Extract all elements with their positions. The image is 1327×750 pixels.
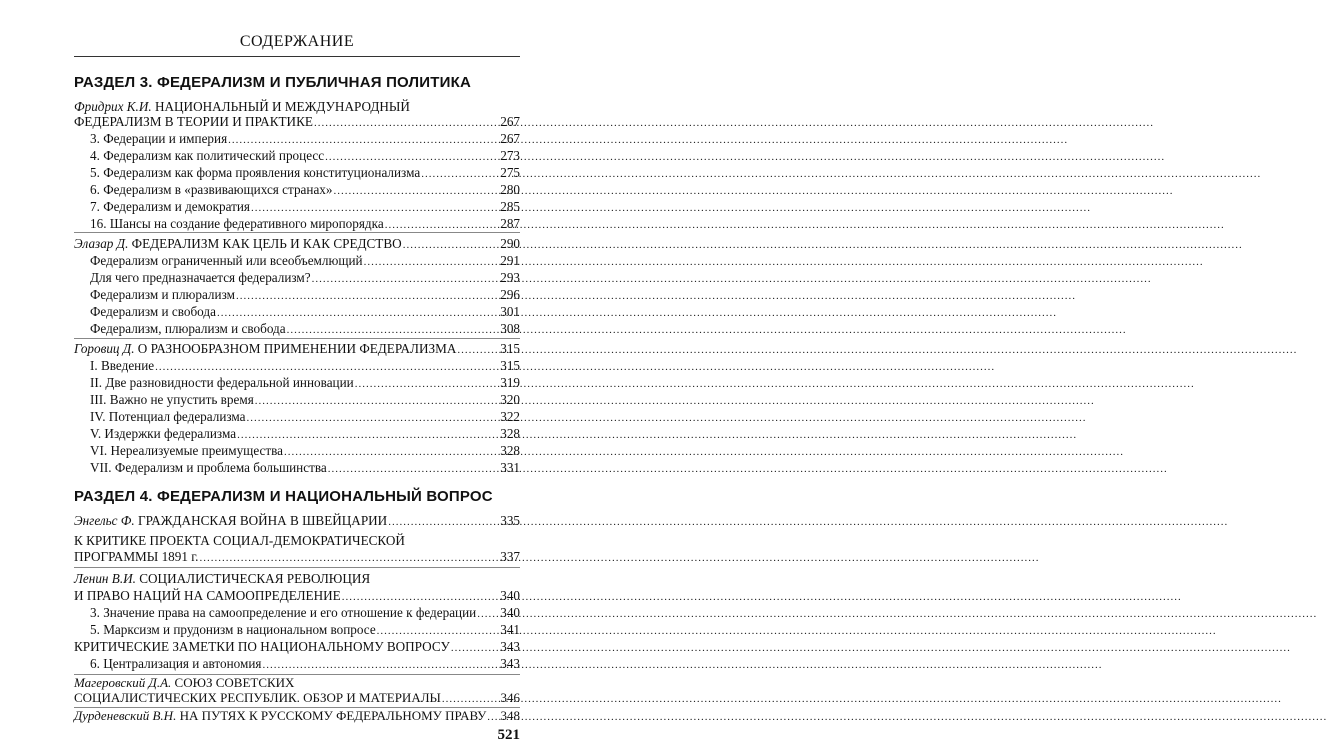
toc-item-label: III. Важно не упустить время [90, 392, 254, 407]
page-number: 296 [500, 287, 520, 302]
page-number: 343 [500, 656, 520, 671]
toc-item-label: I. Введение [90, 358, 155, 373]
toc-item-label: VII. Федерализм и проблема большинства [90, 460, 327, 475]
page-number: 328 [500, 426, 520, 441]
elazar-title: ФЕДЕРАЛИЗМ КАК ЦЕЛЬ И КАК СРЕДСТВО [131, 236, 402, 251]
leader-dots [262, 659, 499, 671]
section-4-title: РАЗДЕЛ 4. ФЕДЕРАЛИЗМ И НАЦИОНАЛЬНЫЙ ВОПРОС [74, 488, 493, 505]
toc-item[interactable] [74, 656, 520, 676]
friedrich-title-line1: НАЦИОНАЛЬНЫЙ И МЕЖДУНАРОДНЫЙ [154, 99, 410, 114]
leader-dots [403, 239, 500, 251]
page-number: 315 [500, 341, 520, 356]
entry-separator [74, 338, 520, 339]
running-head: СОДЕРЖАНИЕ [239, 33, 355, 50]
toc-item-label: Федерализм и плюрализм [90, 287, 235, 302]
page-number: 275 [500, 165, 520, 180]
leader-dots [199, 552, 499, 564]
leader-dots [457, 344, 499, 356]
friedrich-title-line2: ФЕДЕРАЛИЗМ В ТЕОРИИ И ПРАКТИКЕ [74, 114, 313, 129]
lenin-title-line2: И ПРАВО НАЦИЙ НА САМООПРЕДЕЛЕНИЕ [74, 588, 341, 603]
leader-dots [236, 290, 499, 302]
engels-author: Энгельс Ф. [74, 513, 135, 528]
page-number: 301 [500, 304, 520, 319]
leader-dots [377, 625, 500, 637]
leader-dots [421, 168, 499, 180]
page-number: 267 [500, 114, 520, 129]
page-number: 328 [500, 443, 520, 458]
page-number: 348 [500, 708, 520, 723]
toc-item-label: Федерализм ограниченный или всеобъемлющий [90, 253, 363, 268]
leader-dots [385, 219, 500, 231]
toc-item-label: 5. Марксизм и прудонизм в национальном вопросе [90, 622, 376, 637]
page-number: 285 [500, 199, 520, 214]
page-number: 280 [500, 182, 520, 197]
toc-item-label: 5. Федерализм как форма проявления конституционализма [90, 165, 421, 180]
leader-dots [284, 446, 499, 458]
leader-dots [328, 463, 499, 475]
page-number: 267 [500, 131, 520, 146]
toc-item-label: Федерализм, плюрализм и свобода [90, 321, 286, 336]
toc-item-label: 4. Федерализм как политический процесс [90, 148, 325, 163]
toc-item-label: 6. Федерализм в «развивающихся странах» [90, 182, 333, 197]
durdenevsky-author: Дурденевский В.Н. [74, 708, 177, 723]
toc-item-label: 3. Значение права на самоопределение и его отношение к федерации [90, 605, 477, 620]
leader-dots [442, 693, 500, 705]
page-number: 322 [500, 409, 520, 424]
page-number: 341 [500, 622, 520, 637]
page-number: 319 [500, 375, 520, 390]
lenin-title-line1: СОЦИАЛИСТИЧЕСКАЯ РЕВОЛЮЦИЯ [139, 571, 371, 586]
magerovsky-title-line1: СОЮЗ СОВЕТСКИХ [174, 675, 295, 690]
leader-dots [247, 412, 500, 424]
engels-entry[interactable] [74, 513, 520, 533]
durdenevsky-entry[interactable] [74, 708, 520, 724]
leader-dots [312, 273, 500, 285]
leader-dots [255, 395, 499, 407]
lenin-entry-line1[interactable] [74, 571, 370, 587]
leader-dots [237, 429, 499, 441]
page-number: 331 [500, 460, 520, 475]
toc-item[interactable] [74, 216, 520, 236]
toc-item-label: IV. Потенциал федерализма [90, 409, 246, 424]
section-3-title: РАЗДЕЛ 3. ФЕДЕРАЛИЗМ И ПУБЛИЧНАЯ ПОЛИТИКА [74, 74, 471, 91]
page-number: 273 [500, 148, 520, 163]
page-number: 293 [500, 270, 520, 285]
toc-item-label: Федерализм и свобода [90, 304, 216, 319]
leader-dots [217, 307, 499, 319]
leader-dots [228, 134, 499, 146]
page-number: 291 [500, 253, 520, 268]
engels-entry2-line2[interactable] [74, 549, 520, 569]
engels-title: ГРАЖДАНСКАЯ ВОЙНА В ШВЕЙЦАРИИ [137, 513, 388, 528]
leader-dots [314, 117, 499, 129]
page-number: 335 [500, 513, 520, 528]
leader-dots [325, 151, 499, 163]
page-number: 308 [500, 321, 520, 336]
lenin-title2: КРИТИЧЕСКИЕ ЗАМЕТКИ ПО НАЦИОНАЛЬНОМУ ВОПРОСУ [74, 639, 450, 654]
page-number: 287 [500, 216, 520, 231]
leader-dots [155, 361, 499, 373]
page-number: 340 [500, 605, 520, 620]
leader-dots [451, 642, 499, 654]
magerovsky-entry-line2[interactable] [74, 690, 520, 706]
folio-page-number: 521 [497, 727, 520, 743]
leader-dots [487, 711, 499, 723]
horowitz-title: О РАЗНООБРАЗНОМ ПРИМЕНЕНИИ ФЕДЕРАЛИЗМА [137, 341, 457, 356]
horowitz-author: Горовиц Д. [74, 341, 135, 356]
page-number: 290 [500, 236, 520, 251]
toc-item-label: Для чего предназначается федерализм? [90, 270, 311, 285]
toc-item-label: II. Две разновидности федеральной инновации [90, 375, 354, 390]
elazar-author: Элазар Д. [74, 236, 129, 251]
leader-dots [251, 202, 499, 214]
toc-item-label: 7. Федерализм и демократия [90, 199, 250, 214]
leader-dots [477, 608, 499, 620]
magerovsky-entry-line1[interactable] [74, 675, 294, 691]
magerovsky-author: Магеровский Д.А. [74, 675, 172, 690]
toc-item-label: 16. Шансы на создание федеративного миропорядка [90, 216, 384, 231]
entry-separator [74, 567, 520, 568]
toc-page [74, 0, 520, 750]
leader-dots [355, 378, 500, 390]
toc-item[interactable] [74, 460, 520, 480]
page-number: 343 [500, 639, 520, 654]
magerovsky-title-line2: СОЦИАЛИСТИЧЕСКИХ РЕСПУБЛИК. ОБЗОР И МАТЕРИАЛЫ [74, 690, 441, 705]
durdenevsky-title: НА ПУТЯХ К РУССКОМУ ФЕДЕРАЛЬНОМУ ПРАВУ [179, 708, 487, 723]
leader-dots [364, 256, 500, 268]
engels-entry2-line1[interactable]: К КРИТИКЕ ПРОЕКТА СОЦИАЛ-ДЕМОКРАТИЧЕСКОЙ [74, 533, 405, 548]
page-number: 315 [500, 358, 520, 373]
friedrich-entry-line1[interactable] [74, 99, 410, 115]
page-number: 337 [500, 549, 520, 564]
leader-dots [334, 185, 500, 197]
toc-item-label: 6. Централизация и автономия [90, 656, 262, 671]
header-rule [74, 56, 520, 57]
toc-item-label: V. Издержки федерализма [90, 426, 237, 441]
page-number: 320 [500, 392, 520, 407]
page-number: 346 [500, 690, 520, 705]
toc-item-label: 3. Федерации и империя [90, 131, 228, 146]
leader-dots [388, 516, 499, 528]
leader-dots [287, 324, 500, 336]
entry-separator [74, 232, 520, 233]
page-number: 340 [500, 588, 520, 603]
lenin-author: Ленин В.И. [74, 571, 136, 586]
toc-item-label: VI. Нереализуемые преимущества [90, 443, 284, 458]
leader-dots [342, 591, 500, 603]
friedrich-author: Фридрих К.И. [74, 99, 152, 114]
engels-title2-line2: ПРОГРАММЫ 1891 г. [74, 549, 199, 564]
